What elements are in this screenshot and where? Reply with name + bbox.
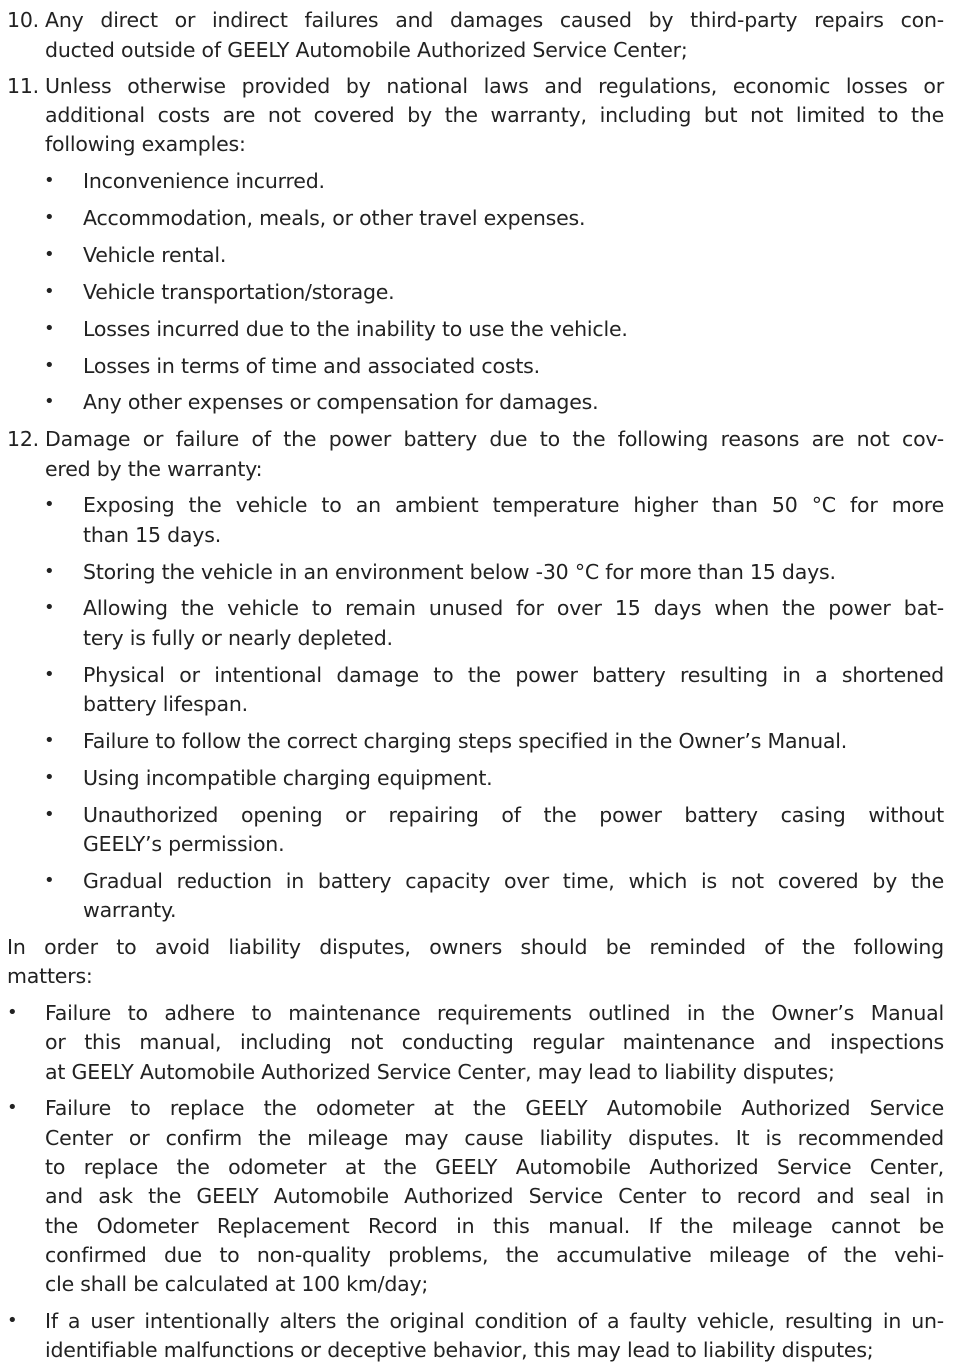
item-text-line: Any direct or indirect failures and damages caused by third-party repairs con- xyxy=(45,8,944,32)
item-text-line: Unless otherwise provided by national laws and regulations, economic losses or xyxy=(45,74,944,98)
bullet-icon: • xyxy=(44,730,55,751)
bullet-icon: • xyxy=(44,804,55,825)
item-number: 11. xyxy=(7,74,40,98)
item-number: 12. xyxy=(7,427,40,451)
bullet-icon: • xyxy=(44,244,55,265)
item-text-line: ered by the warranty: xyxy=(45,457,263,481)
item-number: 10. xyxy=(7,8,40,32)
bullet-icon: • xyxy=(44,391,55,412)
bullet-icon: • xyxy=(7,1002,18,1023)
item-text-line: Damage or failure of the power battery due to the following reasons are not cov- xyxy=(45,427,944,451)
bullet-icon: • xyxy=(7,1310,18,1331)
bullet-icon: • xyxy=(44,767,55,788)
bullet-icon: • xyxy=(44,207,55,228)
bullet-icon: • xyxy=(44,281,55,302)
bullet-icon: • xyxy=(44,355,55,376)
bullet-icon: • xyxy=(7,1097,18,1118)
item-text-line: following examples: xyxy=(45,132,246,156)
bullet-icon: • xyxy=(44,170,55,191)
bullet-icon: • xyxy=(44,318,55,339)
bullet-icon: • xyxy=(44,870,55,891)
item-text-line: additional costs are not covered by the warranty, including but not limited to the xyxy=(45,103,944,127)
bullet-icon: • xyxy=(44,664,55,685)
item-text-line: ducted outside of GEELY Automobile Authorized Service Center; xyxy=(45,38,688,62)
bullet-icon: • xyxy=(44,494,55,515)
bullet-icon: • xyxy=(44,597,55,618)
document-page: 10. Any direct or indirect failures and damages caused by third-party repairs con- ducted outside of GEELY Automobile Authorized Service Center; 11. Unless otherwise provided by national laws and regulations, economic losses or additional costs are not covered by the warranty, including but not limited to the following examples: • Inconvenience incurred. • Accommodation, meals, or other travel expenses. • Vehicle rental. • Vehicle transportation/storage. • Losses incurred due to the inability to use the vehicle. • Losses in terms of time and associated costs. • Any other expenses or compensation for damages. 12. Damage or failure of the power battery due to the following reasons are not cov- ered by the warranty: • Exposing the vehicle to an ambient temperature higher than 50 °C for more than 15 days. • Storing the vehicle in an environment below -30 °C for more than 15 days. • Allowing the vehicle to remain unused for over 15 days when the power bat- tery is fully or nearly depleted. • Physical or intentional damage to the power battery resulting in a shortened battery lifespan. • Failure to follow the correct charging steps specified in the Owner’s Manual. • Using incompatible charging equipment. • Unauthorized opening or repairing of the power battery casing without GEELY’s permission. • Gradual reduction in battery capacity over time, which is not covered by the warranty. In order to avoid liability disputes, owners should be reminded of the following matters: • Failure to adhere to maintenance requirements outlined in the Owner’s Manual or this manual, including not conducting regular maintenance and inspections at GEELY Automobile Authorized Service Center, may lead to liability disputes; • Failure to replace the odometer at the GEELY Automobile Authorized Service Center or confirm the mileage may cause liability disputes. It is recommended to replace the odometer at the GEELY Automobile Authorized Service Center, and ask the GEELY Automobile Authorized Service Center to record and seal in the Odometer Replacement Record in this manual. If the mileage cannot be confirmed due to non-quality problems, the accumulative mileage of the vehi- cle shall be calculated at 100 km/day; • If a user intentionally alters the original condition of a faulty vehicle, resulting in un- identifiable malfunctions or deceptive behavior, this may lead to liability disputes; xyxy=(0,0,954,1367)
bullet-icon: • xyxy=(44,561,55,582)
